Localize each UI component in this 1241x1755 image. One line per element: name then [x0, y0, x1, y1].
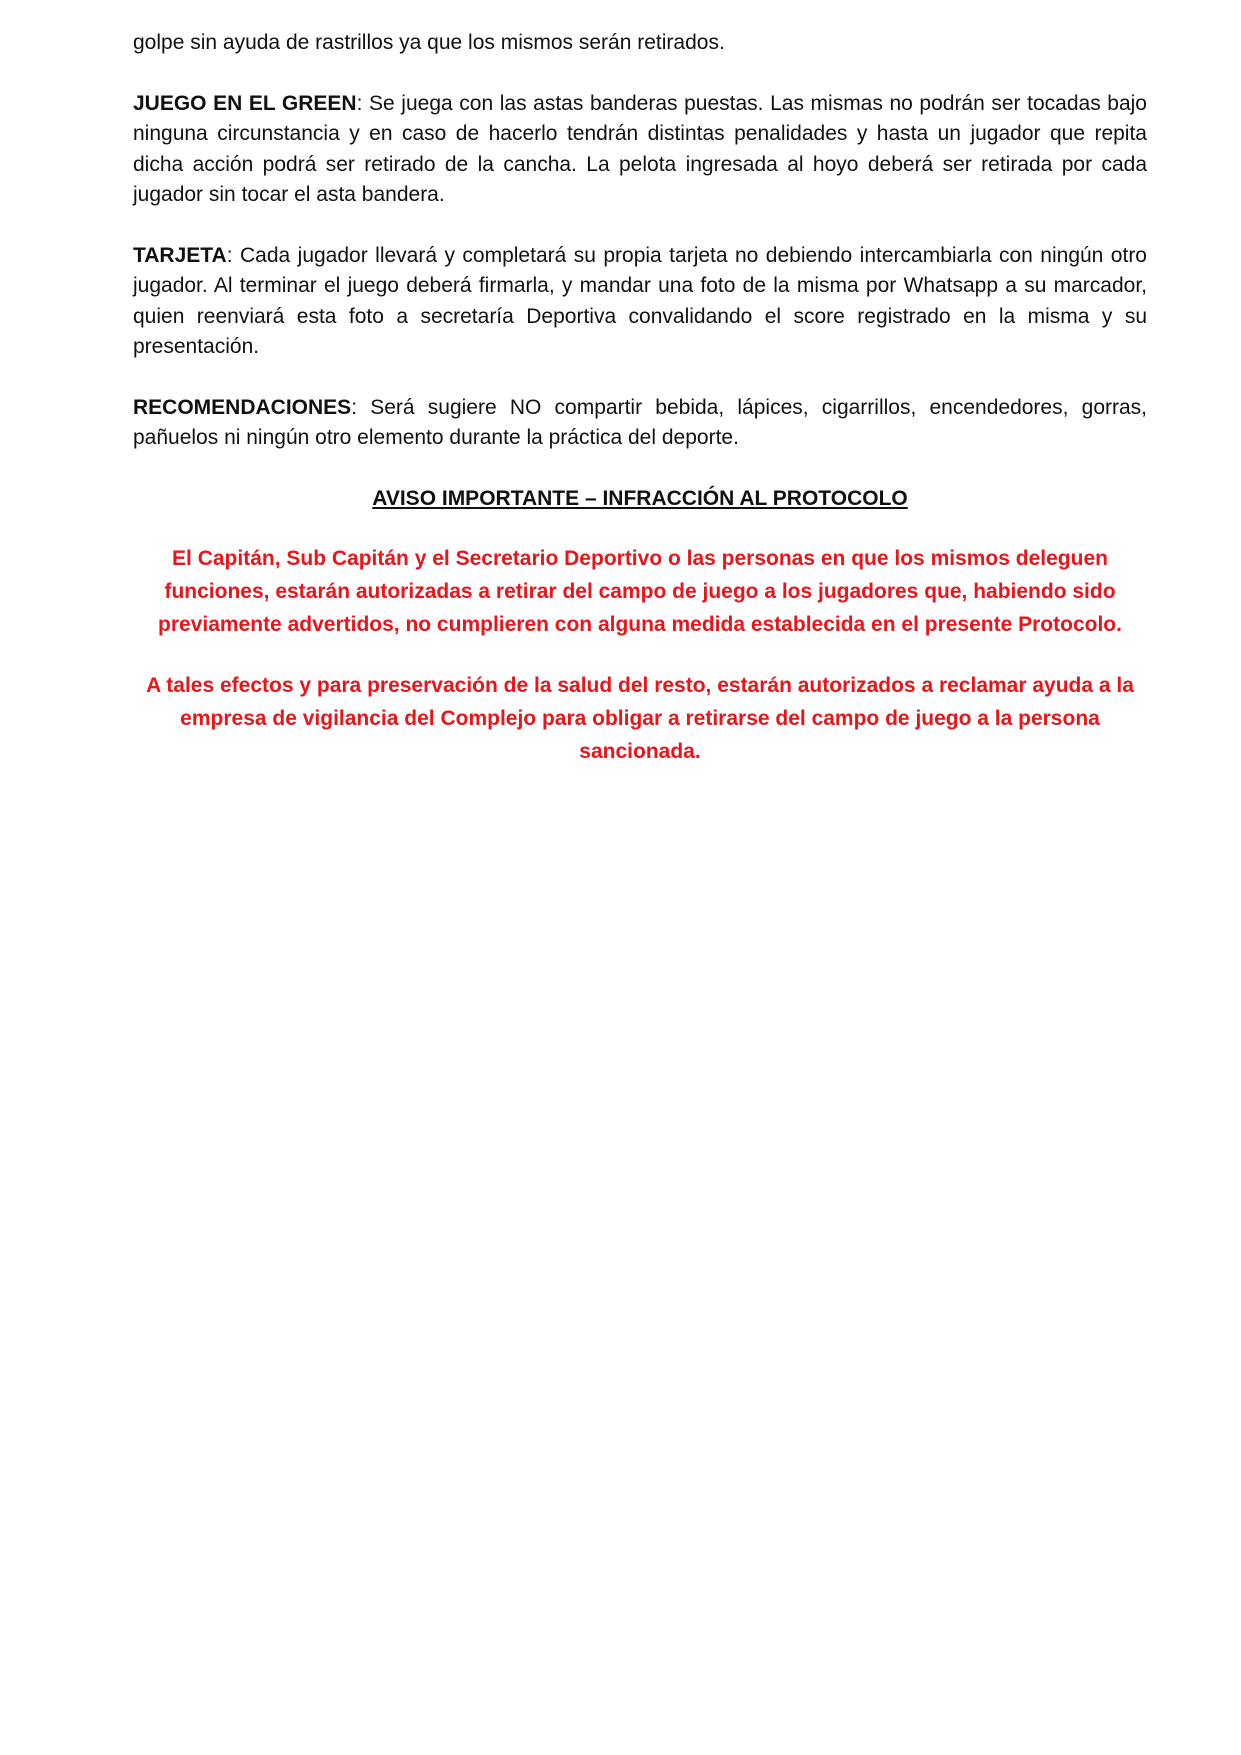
section-recomendaciones: [133, 393, 1147, 454]
section-heading: TARJETA: [133, 243, 227, 267]
section-tarjeta: [133, 241, 1147, 363]
section-juego-en-el-green: [133, 89, 1147, 211]
notice-paragraph-security: A tales efectos y para preservación de la salud del resto, estarán autorizados a reclamar ayuda a la empresa de vigilancia del Complejo para obligar a retirarse del campo de juego a la persona sancionada.: [146, 674, 1134, 763]
document-body: [133, 28, 1147, 796]
section-heading: JUEGO EN EL GREEN: [133, 91, 357, 115]
section-text: : Se juega con las astas banderas puestas. Las mismas no podrán ser tocadas bajo ninguna circunstancia y en caso de hacerlo tendrán distintas penalidades y hasta un jugador que repita dicha acción podrá ser retirado de la cancha. La pelota ingresada al hoyo deberá ser retirada por cada jugador sin tocar el asta bandera.: [133, 91, 1147, 206]
notice-title: AVISO IMPORTANTE – INFRACCIÓN AL PROTOCOLO: [372, 486, 908, 510]
section-text: : Cada jugador llevará y completará su propia tarjeta no debiendo intercambiarla con ningún otro jugador. Al terminar el juego deberá firmarla, y mandar una foto de la misma por Whatsapp a su marcador, quien reenviará esta foto a secretaría Deportiva convalidando el score registrado en la misma y su presentación.: [133, 243, 1147, 358]
section-heading: RECOMENDACIONES: [133, 395, 352, 419]
section-text: : Será sugiere NO compartir bebida, lápices, cigarrillos, encendedores, gorras, pañuelos ni ningún otro elemento durante la práctica del deporte.: [133, 395, 1147, 449]
notice-paragraph-authority: El Capitán, Sub Capitán y el Secretario Deportivo o las personas en que los mismos deleguen funciones, estarán autorizadas a retirar del campo de juego a los jugadores que, habiendo sido previamente advertidos, no cumplieren con alguna medida establecida en el presente Protocolo.: [158, 547, 1122, 636]
intro-paragraph: golpe sin ayuda de rastrillos ya que los mismos serán retirados.: [133, 31, 725, 54]
